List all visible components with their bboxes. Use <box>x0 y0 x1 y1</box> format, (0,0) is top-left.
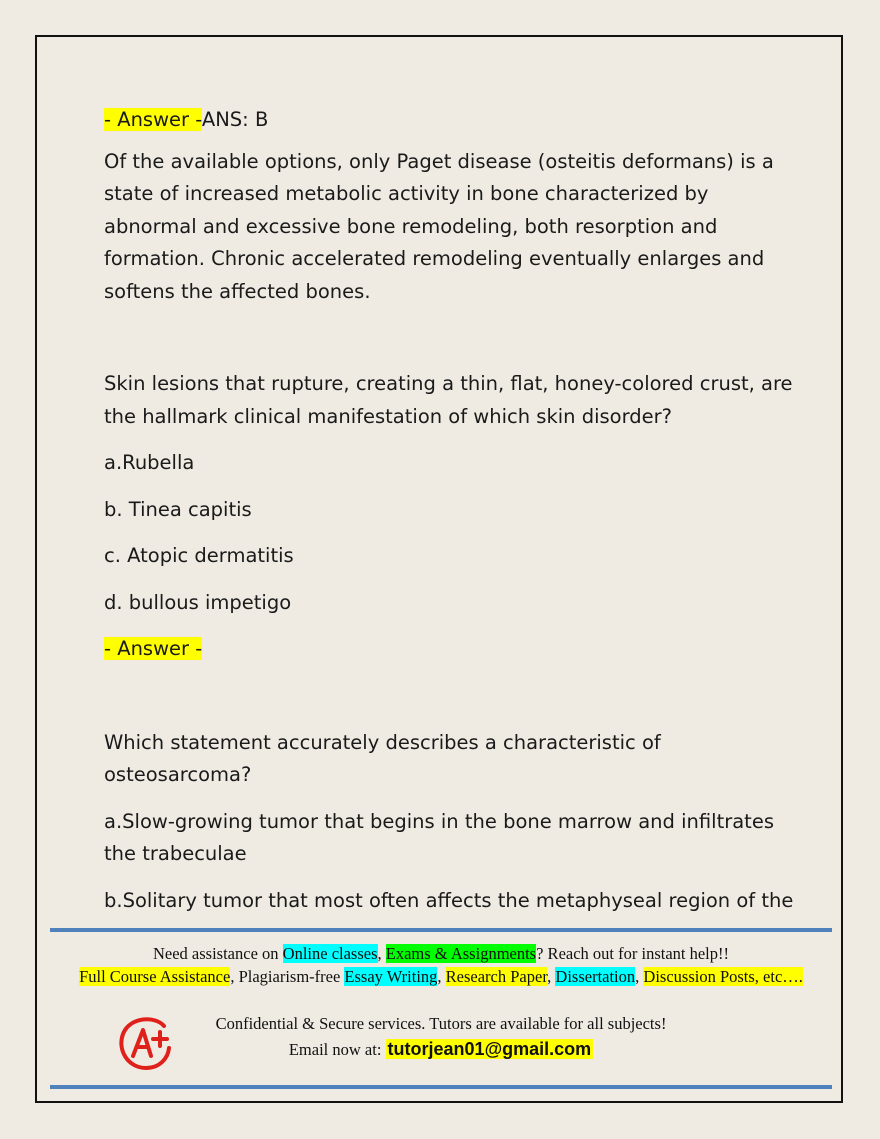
footer-line-4 <box>50 1039 832 1060</box>
footer-line-2 <box>50 967 832 987</box>
footer-rule-top <box>50 928 832 932</box>
research-paper: Research Paper <box>445 967 548 986</box>
answer-line <box>104 104 794 137</box>
option-item: b.Solitary tumor that most often affects the metaphyseal region of the <box>104 888 794 912</box>
exams-assignments-link: Exams & Assignments <box>385 944 537 963</box>
question-text: Skin lesions that rupture, creating a thin, flat, honey-colored crust, are the hallmark clinical manifestation of which skin disorder? <box>104 372 793 428</box>
footer-rule-bottom <box>50 1085 832 1089</box>
option-item: a.Rubella <box>104 451 195 474</box>
answer-label: - Answer - <box>104 108 202 131</box>
option-item: b. Tinea capitis <box>104 497 252 521</box>
answer-label: - Answer - <box>104 637 203 660</box>
dissertation: Dissertation <box>555 967 636 986</box>
answer-line <box>104 633 794 666</box>
option-item: d. bullous impetigo <box>104 590 292 614</box>
footer-line-3: Confidential & Secure services. Tutors are available for all subjects! <box>215 1014 667 1033</box>
question-text: Which statement accurately describes a characteristic of osteosarcoma? <box>104 730 661 786</box>
footer-text: ? Reach out for instant help!! <box>536 944 730 963</box>
footer-text: , <box>547 967 556 986</box>
footer-line-1 <box>50 944 832 964</box>
footer-text: , <box>377 944 386 963</box>
explanation-paragraph: Of the available options, only Paget disease (osteitis deformans) is a state of increased metabolic activity in bone characterized by abnormal and excessive bone remodeling, both resorption and formation. Chronic accelerated remodeling eventually enlarges and softens the affected bones. <box>104 149 774 303</box>
online-classes-link: Online classes <box>282 944 378 963</box>
footer-text: , <box>635 967 644 986</box>
option-item: a.Slow-growing tumor that begins in the bone marrow and infiltrates the trabeculae <box>104 809 774 865</box>
footer-text: , Plagiarism-free <box>230 967 345 986</box>
discussion-posts: Discussion Posts, etc…. <box>643 967 803 986</box>
essay-writing: Essay Writing <box>344 967 438 986</box>
option-item: c. Atopic dermatitis <box>104 544 294 567</box>
footer-text: Need assistance on <box>152 944 283 963</box>
full-course-assistance: Full Course Assistance <box>79 967 231 986</box>
answer-value: ANS: B <box>201 108 269 131</box>
document-content <box>104 104 794 917</box>
footer-text: , <box>437 967 446 986</box>
email-label: Email now at: <box>288 1040 386 1059</box>
email-address: tutorjean01@gmail.com <box>387 1039 592 1059</box>
